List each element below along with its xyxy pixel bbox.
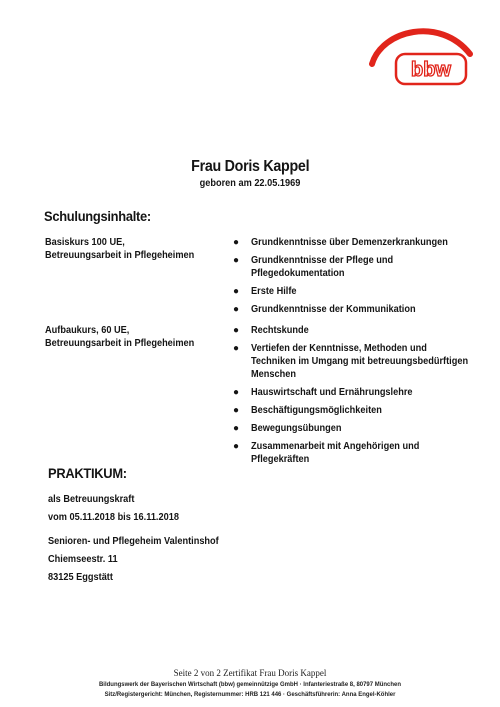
- bullet-icon: ●: [233, 255, 240, 266]
- section-title: Schulungsinhalte:: [44, 208, 151, 224]
- bullet-icon: ●: [233, 304, 240, 315]
- bullet-icon: ●: [233, 387, 240, 398]
- list-item: ● Grundkenntnisse der Pflege und Pflegedokumentation: [233, 255, 394, 279]
- bullet-icon: ●: [233, 325, 240, 336]
- practicum-role: als Betreuungskraft: [48, 494, 135, 505]
- bullet-icon: ●: [233, 441, 240, 452]
- footer-page-info: Seite 2 von 2 Zertifikat Frau Doris Kappel: [173, 668, 327, 678]
- bullet-icon: ●: [233, 343, 240, 354]
- course-items-basic: [233, 236, 473, 321]
- list-item: ● Erste Hilfe: [233, 286, 297, 297]
- list-item: ● Grundkenntnisse über Demenzerkrankungen: [233, 237, 448, 248]
- bullet-icon: ●: [233, 286, 240, 297]
- list-item: ● Rechtskunde: [233, 325, 309, 336]
- bullet-icon: ●: [233, 423, 240, 434]
- practicum-period: vom 05.11.2018 bis 16.11.2018: [48, 512, 179, 523]
- course-title-basic: Basiskurs 100 UE, Betreuungsarbeit in Pflegeheimen: [45, 237, 195, 261]
- list-item: ● Bewegungsübungen: [233, 423, 342, 434]
- birth-date: geboren am 22.05.1969: [199, 178, 301, 189]
- course-items-advanced: [233, 324, 473, 471]
- recipient-block: [0, 158, 500, 189]
- bullet-icon: ●: [233, 237, 240, 248]
- footer: [0, 668, 500, 698]
- footer-registry: Sitz/Registergericht: München, Registernummer: HRB 121 446 · Geschäftsführerin: Anna Engel-Köhler: [104, 691, 396, 698]
- logo-text: bbw: [411, 59, 451, 81]
- list-item: ● Grundkenntnisse der Kommunikation: [233, 304, 416, 315]
- practicum-facility: Senioren- und Pflegeheim Valentinshof: [48, 536, 219, 547]
- list-item: ● Hauswirtschaft und Ernährungslehre: [233, 387, 413, 398]
- list-item: ● Zusammenarbeit mit Angehörigen und Pflegekräften: [233, 441, 420, 465]
- bullet-icon: ●: [233, 405, 240, 416]
- list-item: ● Beschäftigungsmöglichkeiten: [233, 405, 382, 416]
- list-item: ● Vertiefen der Kenntnisse, Methoden und Techniken im Umgang mit betreuungsbedürftigen Menschen: [233, 343, 469, 380]
- bbw-logo: [366, 20, 474, 90]
- recipient-name: Frau Doris Kappel: [190, 158, 310, 175]
- practicum-street: Chiemseestr. 11: [48, 554, 118, 565]
- course-title-advanced: Aufbaukurs, 60 UE, Betreuungsarbeit in Pflegeheimen: [45, 325, 195, 349]
- practicum-title: PRAKTIKUM:: [48, 465, 127, 481]
- footer-company: Bildungswerk der Bayerischen Wirtschaft (bbw) gemeinnützige GmbH · Infanteriestraße 8, 80797 München: [98, 681, 401, 688]
- practicum-city: 83125 Eggstätt: [48, 572, 113, 583]
